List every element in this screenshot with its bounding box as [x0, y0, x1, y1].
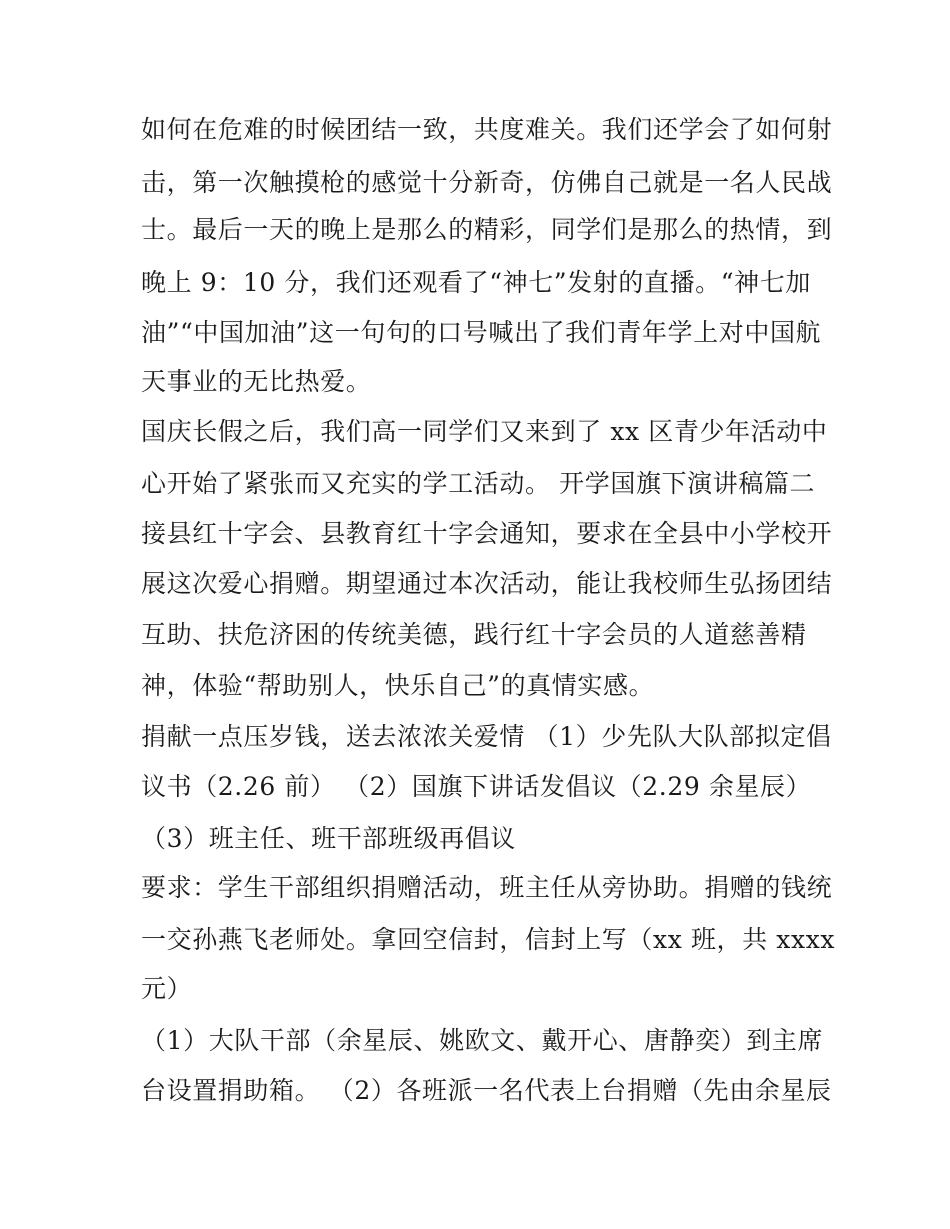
text-line: 元）: [141, 974, 193, 1003]
text-line: 一交孙燕飞老师处。拿回空信封，信封上写（xx 班，共 xxxx: [141, 925, 836, 954]
text-line: 台设置捐助箱。 （2）各班派一名代表上台捐赠（先由余星辰: [141, 1076, 832, 1105]
text-line: 议书（2.26 前） （2）国旗下讲话发倡议（2.29 余星辰）: [141, 772, 812, 801]
text-line: 天事业的无比热爱。: [141, 367, 372, 396]
text-line: 互助、扶危济困的传统美德，践行红十字会员的人道慈善精: [141, 620, 807, 649]
text-line: 如何在危难的时候团结一致，共度难关。我们还学会了如何射: [141, 115, 833, 144]
text-line: （1）大队干部（余星辰、姚欧文、戴开心、唐静奕）到主席: [141, 1026, 824, 1055]
text-line: 神，体验“帮助别人，快乐自己”的真情实感。: [141, 671, 655, 700]
text-line: 要求：学生干部组织捐赠活动，班主任从旁协助。捐赠的钱统: [141, 873, 833, 902]
text-line: 晚上 9：10 分，我们还观看了“神七”发射的直播。“神七加: [141, 268, 811, 297]
text-line: 捐献一点压岁钱，送去浓浓关爱情 （1）少先队大队部拟定倡: [141, 722, 832, 751]
text-line: 国庆长假之后，我们高一同学们又来到了 xx 区青少年活动中: [141, 417, 828, 446]
text-line: 士。最后一天的晚上是那么的精彩，同学们是那么的热情，到: [141, 215, 833, 244]
text-line: 展这次爱心捐赠。期望通过本次活动，能让我校师生弘扬团结: [141, 569, 833, 598]
text-line: 击，第一次触摸枪的感觉十分新奇，仿佛自己就是一名人民战: [141, 168, 833, 197]
text-line: 心开始了紧张而又充实的学工活动。 开学国旗下演讲稿篇二: [141, 469, 816, 498]
text-line: 油”“中国加油”这一句句的口号喊出了我们青年学上对中国航: [141, 318, 822, 347]
text-line: 接县红十字会、县教育红十字会通知，要求在全县中小学校开: [141, 519, 833, 548]
text-line: （3）班主任、班干部班级再倡议: [141, 824, 516, 853]
